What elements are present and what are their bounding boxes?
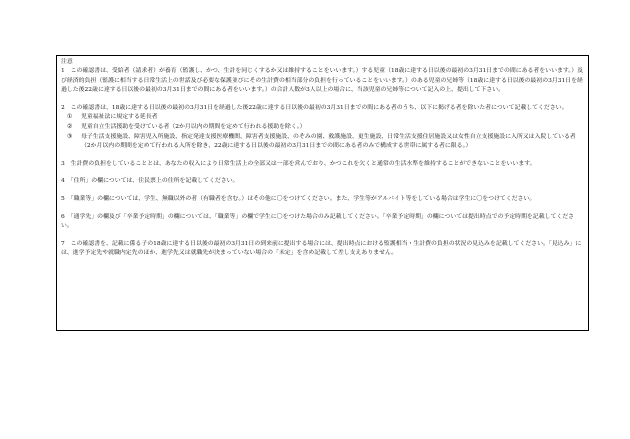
note-2-item-3: [61, 133, 584, 152]
item-marker: ①: [67, 114, 73, 121]
note-5: 5 「職業等」の欄については、学生、無職以外の者（有職者を含む。）はその他に〇をつけてください。また、学生等がアルバイト等をしている場合は学生に〇をつけてください。: [61, 195, 536, 202]
note-2-item-2: [61, 123, 584, 133]
item-text: 児童福祉法に規定する延長者: [81, 114, 158, 121]
note-6: 6 「通学先」の欄及び「卒業予定時期」の欄については、「職業等」の欄で学生に〇をつけた場合のみ記載してください。「卒業予定時期」の欄については提出時点での予定時期を記載してください。: [61, 213, 575, 230]
note-7: 7 この確認書を、記載に係る子の18歳に達する日以後の最初の3月31日の到来前に提出する場合には、提出時点における監護相当・生計費の負担の状況の見込みを記載してください。「見込み」には、進学予定先や就職内定先のほか、進学先又は就職先が決まっていない場合の「未定」を含め記載して差し支えありません。: [61, 240, 582, 257]
item-marker: ③: [67, 133, 73, 140]
item-marker: ②: [67, 123, 73, 130]
item-text: 児童自立生活援助を受けている者（2か月以内の期間を定めて行われる援助を除く。）: [81, 123, 306, 130]
note-1: 1 この確認書は、受給者（請求者）が養育（監護し、かつ、生計を同じくするか又は維持することをいいます。）する児童（18歳に達する日以後の最初の3月31日までの間にある者をいいます。）及び経済的負担（監護に相当する日常生活上の世話及び必要な保護並びにその生計費の相当部分の負担を行っていることをいいます。）のある児童の兄姉等（18歳に達する日以後の最初の3月31日を経過した後22歳に達する日以後の最初の3月31日までの間にある者をいいます。）の合計人数が3人以上の場合に、当該児童の兄姉等について記入の上、提出して下さい。: [61, 68, 583, 94]
notes-box: [56, 55, 589, 331]
note-3: 3 生計費の負担をしていることとは、あなたの収入により日常生活上の全部又は一部を営んでおり、かつこれを欠くと通常の生活水準を維持することができないことをいいます。: [61, 160, 536, 167]
notes-heading: 注意: [61, 59, 73, 65]
note-4: 4 「住所」の欄については、住民票上の住所を記載してください。: [61, 178, 239, 185]
item-text: 母子生活支援施設、障害児入所施設、指定発達支援医療機関、障害者支援施設、のぞみの園、救護施設、更生施設、日常生活支援住居施設又は女性自立支援施設に入所又は入院している者（2か月以内の期間を定めて行われる入所を除き、22歳に達する日以後の最初の3月31日までの間にある者のみで構成する世帯に属する者に限る。）: [81, 133, 576, 150]
note-2-item-1: [61, 113, 584, 123]
note-2: 2 この確認書は、18歳に達する日以後の最初の3月31日を経過した後22歳に達する日以後の最初の3月31日までの間にある者のうち、以下に掲げる者を除いた者について記載してください。: [61, 104, 568, 111]
